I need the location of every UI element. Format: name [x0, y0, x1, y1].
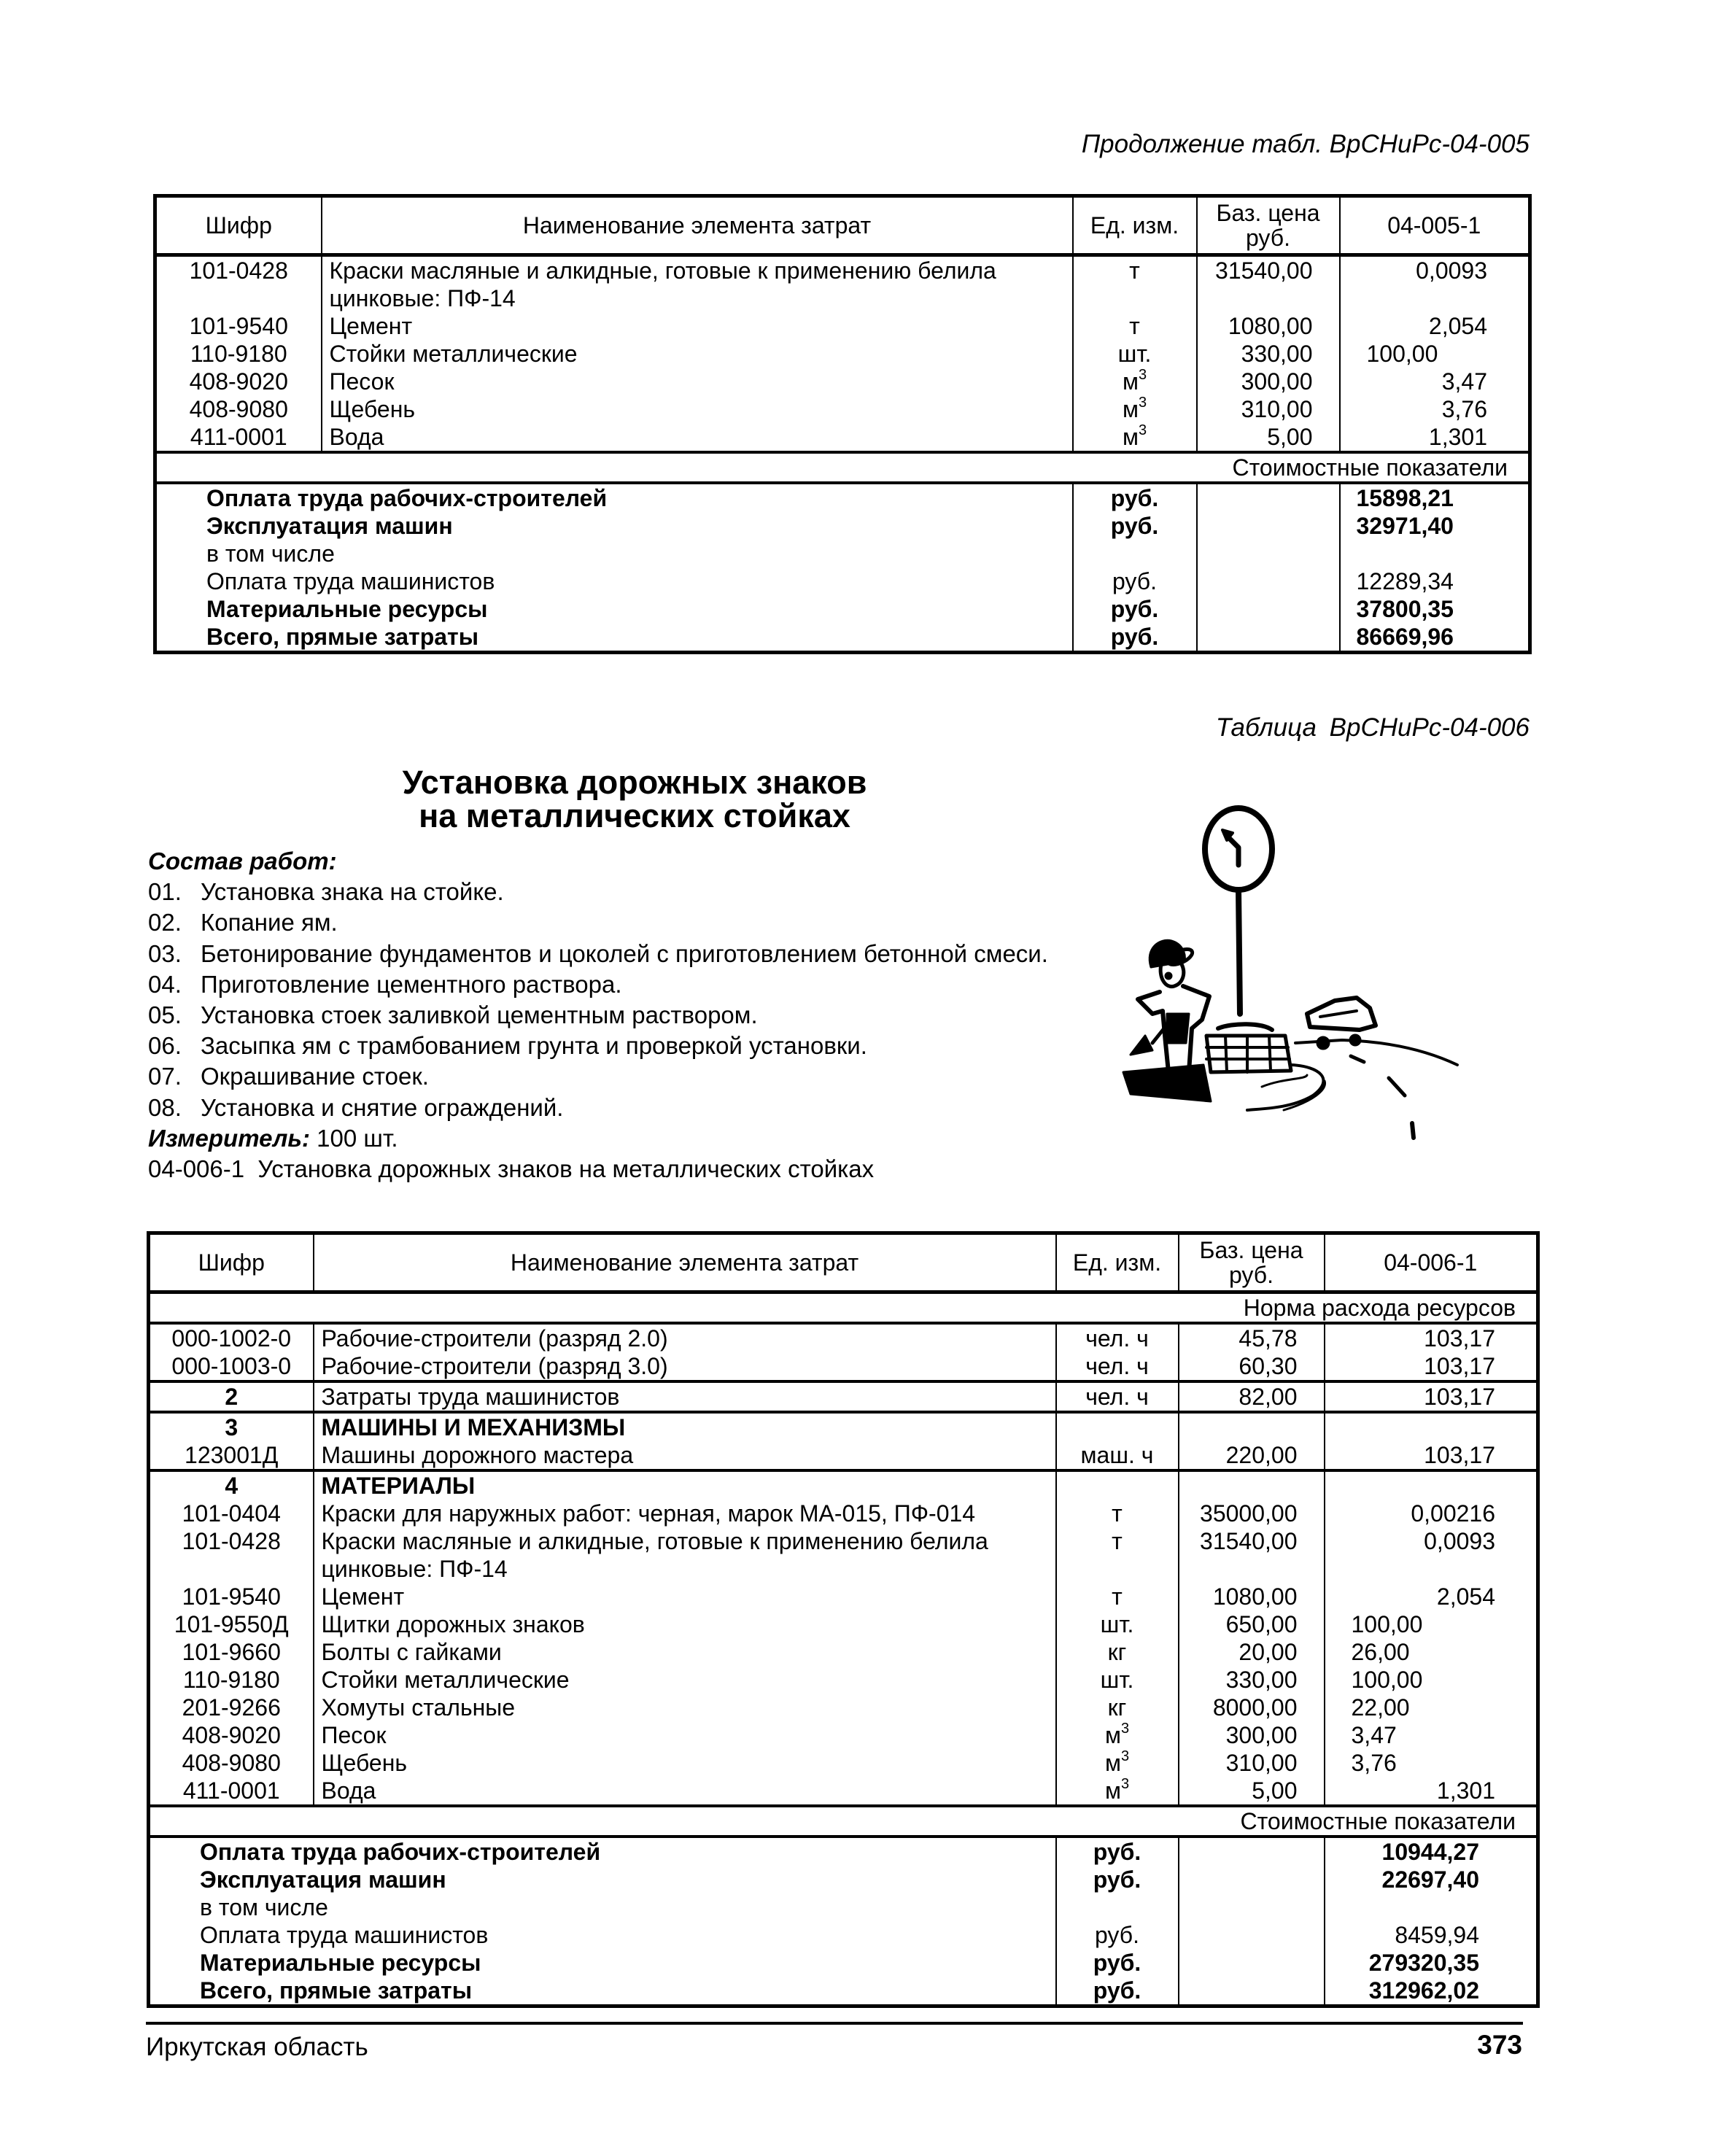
cell-price: 220,00: [1179, 1441, 1325, 1470]
cell-value: 3,76: [1340, 395, 1530, 423]
works-item-number: 06.: [148, 1032, 182, 1060]
cost-price: [1197, 567, 1340, 595]
cell-unit: т: [1056, 1583, 1179, 1610]
cell-value: 103,17: [1325, 1381, 1538, 1412]
cell-name-line: Хомуты стальные: [321, 1694, 516, 1721]
table-row: [155, 255, 1530, 313]
cell-name: [314, 1777, 1056, 1806]
cell-unit: кг: [1056, 1694, 1179, 1721]
cell-price: 5,00: [1197, 423, 1340, 452]
cost-value: 8459,94: [1325, 1921, 1538, 1949]
cost-value: 22697,40: [1325, 1866, 1538, 1893]
cost-price: [1197, 623, 1340, 653]
cell-name-line: Щитки дорожных знаков: [321, 1611, 585, 1637]
cost-row: [149, 1866, 1538, 1893]
footer-region: Иркутская область: [146, 2033, 368, 2061]
cell-price: 31540,00: [1179, 1527, 1325, 1583]
cost-price: [1179, 1893, 1325, 1921]
material-row: [149, 1666, 1538, 1694]
header-code: Шифр: [155, 196, 322, 255]
cell-unit: $м^3$: [1073, 368, 1197, 395]
cost-price: [1179, 1977, 1325, 2006]
cell-name: [314, 1500, 1056, 1527]
machines-group-row: [149, 1412, 1538, 1441]
cell-code: 408-9080: [189, 396, 288, 422]
cost-value: 86669,96: [1340, 623, 1530, 653]
cell-price: [1179, 1470, 1325, 1500]
table-header-row: [149, 1233, 1538, 1292]
cell-code: 408-9020: [189, 368, 288, 395]
works-item-number: 05.: [148, 1001, 182, 1029]
cost-row: [155, 540, 1530, 567]
works-composition: [148, 846, 1048, 1184]
cell-name: [314, 1583, 1056, 1610]
cost-price: [1179, 1866, 1325, 1893]
cell-value: 100,00: [1340, 340, 1530, 368]
cell-code: 3: [149, 1412, 314, 1441]
cell-unit: $м^3$: [1073, 423, 1197, 452]
material-row: [149, 1777, 1538, 1806]
header-name: Наименование элемента затрат: [322, 196, 1073, 255]
header-rate-code: 04-005-1: [1340, 196, 1530, 255]
works-item-text: Установка и снятие ограждений.: [201, 1093, 564, 1121]
cell-value: [1325, 1412, 1538, 1441]
footer-divider: [146, 2022, 1523, 2025]
works-item-number: 02.: [148, 909, 182, 937]
works-item-text: Окрашивание стоек.: [201, 1063, 429, 1090]
works-item: [148, 877, 1048, 907]
unit-superscript: 3: [1120, 1748, 1130, 1765]
cell-price: 82,00: [1179, 1381, 1325, 1412]
works-item: [148, 1031, 1048, 1061]
cell-value: 2,054: [1325, 1583, 1538, 1610]
cell-name: [322, 368, 1073, 395]
cell-name-line: Цемент: [329, 313, 413, 339]
header-unit: Ед. изм.: [1056, 1233, 1179, 1292]
cost-price: [1179, 1837, 1325, 1866]
resource-table-04-005: [153, 194, 1532, 654]
cell-code: 411-0001: [182, 1777, 280, 1804]
unit-superscript: 3: [1120, 1776, 1130, 1793]
cell-price: 20,00: [1179, 1638, 1325, 1666]
works-item-number: 08.: [148, 1093, 182, 1121]
cell-name: [322, 395, 1073, 423]
cost-price: [1179, 1921, 1325, 1949]
cell-name: [314, 1470, 1056, 1500]
cell-value: 100,00: [1325, 1610, 1538, 1638]
cell-code: 101-9550Д: [174, 1611, 289, 1637]
cost-row: [155, 567, 1530, 595]
cost-unit: [1073, 540, 1197, 567]
cell-unit: шт.: [1056, 1666, 1179, 1694]
material-row: [149, 1500, 1538, 1527]
cell-name: [322, 312, 1073, 340]
cell-name: [322, 255, 1073, 313]
cell-unit: кг: [1056, 1638, 1179, 1666]
table-row: [155, 312, 1530, 340]
labor-row: [149, 1352, 1538, 1381]
table-row: [155, 340, 1530, 368]
cost-section-header: [155, 452, 1530, 483]
cost-label: Оплата труда машинистов: [206, 568, 495, 594]
labor-row: [149, 1323, 1538, 1352]
cell-unit: маш. ч: [1056, 1441, 1179, 1470]
cost-label: Оплата труда рабочих-строителей: [200, 1839, 601, 1865]
cell-price: 310,00: [1179, 1749, 1325, 1777]
cost-row: [155, 512, 1530, 540]
cell-name-line: Машины дорожного мастера: [321, 1442, 634, 1468]
cost-price: [1197, 540, 1340, 567]
table-caption: Таблица ВрСНиРс-04-006: [1215, 713, 1530, 742]
cost-unit: руб.: [1073, 512, 1197, 540]
cost-section-header: [149, 1806, 1538, 1837]
cost-label: Оплата труда рабочих-строителей: [206, 485, 608, 511]
page-number: 373: [1477, 2030, 1522, 2060]
cost-row: [149, 1977, 1538, 2006]
cell-name: [314, 1412, 1056, 1441]
cell-price: 1080,00: [1197, 312, 1340, 340]
cost-unit: руб.: [1073, 483, 1197, 512]
header-unit: Ед. изм.: [1073, 196, 1197, 255]
cost-unit: руб.: [1056, 1921, 1179, 1949]
cell-name-line: Краски масляные и алкидные, готовые к применению белила: [329, 257, 996, 284]
cell-name: [314, 1721, 1056, 1749]
cell-name-line: Краски масляные и алкидные, готовые к применению белила: [321, 1528, 988, 1554]
cost-row: [155, 483, 1530, 512]
cost-row: [149, 1921, 1538, 1949]
cell-price: 330,00: [1179, 1666, 1325, 1694]
header-code: Шифр: [149, 1233, 314, 1292]
cell-value: 103,17: [1325, 1352, 1538, 1381]
cost-unit: руб.: [1073, 595, 1197, 623]
cost-label: Материальные ресурсы: [200, 1950, 481, 1976]
cell-price: 650,00: [1179, 1610, 1325, 1638]
cell-price: [1179, 1412, 1325, 1441]
section-label: Стоимостные показатели: [155, 452, 1530, 483]
cell-code: 110-9180: [190, 341, 287, 367]
cell-price: 5,00: [1179, 1777, 1325, 1806]
cost-label: в том числе: [200, 1894, 328, 1920]
cell-price: 300,00: [1179, 1721, 1325, 1749]
cell-unit: $м^3$: [1056, 1721, 1179, 1749]
cell-name-line: Песок: [329, 368, 395, 395]
road-sign-illustration: [1116, 795, 1568, 1203]
cost-unit: руб.: [1073, 623, 1197, 653]
cell-code: 000-1002-0: [171, 1325, 292, 1352]
cell-unit: чел. ч: [1056, 1323, 1179, 1352]
cell-price: 45,78: [1179, 1323, 1325, 1352]
cell-name: [314, 1638, 1056, 1666]
cell-value: 0,0093: [1325, 1527, 1538, 1583]
cell-name-line: Стойки металлические: [329, 341, 578, 367]
works-item-text: Бетонирование фундаментов и цоколей с приготовлением бетонной смеси.: [201, 939, 1048, 967]
cell-unit: шт.: [1073, 340, 1197, 368]
road-sign-icon: [1205, 808, 1272, 1014]
cell-name: [314, 1381, 1056, 1412]
fence-icon: [1206, 1024, 1291, 1072]
cost-label: Эксплуатация машин: [206, 513, 453, 539]
meter-line: [148, 1123, 1048, 1154]
cell-price: 35000,00: [1179, 1500, 1325, 1527]
operators-row: [149, 1381, 1538, 1412]
cost-unit: [1056, 1893, 1179, 1921]
cell-unit: т: [1056, 1527, 1179, 1583]
cell-name-line: Затраты труда машинистов: [321, 1384, 620, 1410]
cost-unit: руб.: [1056, 1949, 1179, 1977]
cell-name: [314, 1441, 1056, 1470]
cell-name-line: Стойки металлические: [321, 1667, 570, 1693]
cell-code: 101-0428: [189, 257, 288, 284]
resource-table-04-006: [147, 1231, 1540, 2008]
cell-value: 2,054: [1340, 312, 1530, 340]
section-title: [306, 766, 963, 833]
cell-code: 411-0001: [190, 424, 287, 450]
cell-value: 100,00: [1325, 1666, 1538, 1694]
cell-name-line: Болты с гайками: [321, 1639, 502, 1665]
cell-code: 2: [149, 1381, 314, 1412]
cost-unit: руб.: [1056, 1866, 1179, 1893]
cell-name: [314, 1749, 1056, 1777]
works-item-number: 03.: [148, 939, 182, 967]
cell-code: 000-1003-0: [171, 1353, 292, 1379]
cost-label: Оплата труда машинистов: [200, 1922, 489, 1948]
cost-row: [149, 1837, 1538, 1866]
cell-value: 1,301: [1340, 423, 1530, 452]
cost-value: 279320,35: [1325, 1949, 1538, 1977]
material-row: [149, 1638, 1538, 1666]
works-item-number: 07.: [148, 1063, 182, 1090]
header-price: Баз. цена руб.: [1197, 196, 1340, 255]
cell-name-line: Рабочие-строители (разряд 3.0): [321, 1353, 668, 1379]
cell-code: 101-9540: [189, 313, 288, 339]
cell-code: 101-0428: [182, 1528, 281, 1554]
cell-code: 101-9540: [182, 1583, 281, 1610]
cell-unit: $м^3$: [1056, 1749, 1179, 1777]
cell-name-line: Песок: [321, 1722, 387, 1748]
norm-section-header: [149, 1292, 1538, 1324]
cell-value: 0,0093: [1340, 255, 1530, 313]
meter-value: 100 шт.: [317, 1124, 398, 1152]
cell-value: 3,76: [1325, 1749, 1538, 1777]
works-item: [148, 1093, 1048, 1123]
cost-label: Материальные ресурсы: [206, 596, 488, 622]
section-label: Норма расхода ресурсов: [149, 1292, 1538, 1324]
cell-price: 300,00: [1197, 368, 1340, 395]
works-item: [148, 939, 1048, 969]
cell-name: [314, 1666, 1056, 1694]
cell-name-line: цинковые: ПФ-14: [321, 1556, 508, 1582]
cell-name-line: Цемент: [321, 1583, 405, 1610]
cost-row: [149, 1949, 1538, 1977]
cell-code: 123001Д: [185, 1442, 279, 1468]
works-item-number: 04.: [148, 970, 182, 998]
cell-unit: т: [1073, 255, 1197, 313]
works-item: [148, 969, 1048, 1000]
works-item-text: Копание ям.: [201, 909, 338, 937]
cell-value: [1325, 1470, 1538, 1500]
cell-unit: т: [1073, 312, 1197, 340]
material-row: [149, 1721, 1538, 1749]
header-rate-code: 04-006-1: [1325, 1233, 1538, 1292]
cell-price: 8000,00: [1179, 1694, 1325, 1721]
cost-value: 32971,40: [1340, 512, 1530, 540]
cost-value: [1340, 540, 1530, 567]
cell-name-line: Вода: [329, 424, 384, 450]
cell-name-line: МАШИНЫ И МЕХАНИЗМЫ: [321, 1414, 626, 1440]
cost-value: [1325, 1893, 1538, 1921]
works-heading: Состав работ:: [148, 848, 337, 875]
works-item-text: Засыпка ям с трамбованием грунта и проверкой установки.: [201, 1032, 867, 1060]
machine-row: [149, 1441, 1538, 1470]
cell-name: [314, 1694, 1056, 1721]
cell-price: 310,00: [1197, 395, 1340, 423]
cell-name: [314, 1352, 1056, 1381]
cell-name-line: Щебень: [321, 1750, 408, 1776]
works-item-text: Приготовление цементного раствора.: [201, 970, 622, 998]
material-row: [149, 1694, 1538, 1721]
cell-unit: т: [1056, 1500, 1179, 1527]
meter-label: Измеритель:: [148, 1124, 310, 1152]
cell-unit: [1056, 1470, 1179, 1500]
cost-row: [155, 623, 1530, 653]
cell-value: 26,00: [1325, 1638, 1538, 1666]
materials-group-row: [149, 1470, 1538, 1500]
worker-icon: [1123, 940, 1211, 1101]
cost-price: [1179, 1949, 1325, 1977]
table-header-row: [155, 196, 1530, 255]
cell-name: [322, 423, 1073, 452]
cost-label: Эксплуатация машин: [200, 1866, 446, 1893]
cell-name-line: МАТЕРИАЛЫ: [321, 1473, 476, 1499]
cell-code: 408-9080: [182, 1750, 281, 1776]
material-row: [149, 1583, 1538, 1610]
cost-label: Всего, прямые затраты: [200, 1977, 473, 2004]
header-name: Наименование элемента затрат: [314, 1233, 1056, 1292]
cell-value: 22,00: [1325, 1694, 1538, 1721]
cell-price: 60,30: [1179, 1352, 1325, 1381]
cost-row: [155, 595, 1530, 623]
cell-code: 101-0404: [182, 1500, 281, 1527]
unit-superscript: 3: [1120, 1721, 1130, 1737]
cell-value: 3,47: [1340, 368, 1530, 395]
works-item-text: Установка знака на стойке.: [201, 878, 504, 906]
cell-unit: [1056, 1412, 1179, 1441]
material-row: [149, 1749, 1538, 1777]
header-price: Баз. цена руб.: [1179, 1233, 1325, 1292]
cost-unit: руб.: [1073, 567, 1197, 595]
table-row: [155, 368, 1530, 395]
cell-unit: чел. ч: [1056, 1381, 1179, 1412]
cost-value: 10944,27: [1325, 1837, 1538, 1866]
continuation-caption: Продолжение табл. ВрСНиРс-04-005: [1081, 130, 1530, 158]
cell-name: [314, 1323, 1056, 1352]
cell-name-line: Краски для наружных работ: черная, марок МА-015, ПФ-014: [321, 1500, 976, 1527]
table-row: [155, 395, 1530, 423]
cell-unit: шт.: [1056, 1610, 1179, 1638]
cost-row: [149, 1893, 1538, 1921]
cell-name: [314, 1610, 1056, 1638]
cell-value: 0,00216: [1325, 1500, 1538, 1527]
cost-value: 12289,34: [1340, 567, 1530, 595]
cost-value: 312962,02: [1325, 1977, 1538, 2006]
cell-value: 103,17: [1325, 1323, 1538, 1352]
table-row: [155, 423, 1530, 452]
cell-code: 110-9180: [182, 1667, 280, 1693]
unit-superscript: 3: [1138, 422, 1147, 439]
unit-superscript: 3: [1138, 395, 1147, 411]
cell-value: 103,17: [1325, 1441, 1538, 1470]
cell-name-line: Рабочие-строители (разряд 2.0): [321, 1325, 668, 1352]
works-item-text: Установка стоек заливкой цементным раствором.: [201, 1001, 758, 1029]
cell-code: 4: [149, 1470, 314, 1500]
cell-price: 330,00: [1197, 340, 1340, 368]
cost-price: [1197, 483, 1340, 512]
cell-name-line: Щебень: [329, 396, 416, 422]
cell-value: 3,47: [1325, 1721, 1538, 1749]
cell-unit: $м^3$: [1056, 1777, 1179, 1806]
works-item: [148, 907, 1048, 938]
section-title-line-2: на металлических стойках: [419, 797, 850, 834]
variant-title: 04-006-1 Установка дорожных знаков на металлических стойках: [148, 1155, 875, 1183]
cell-code: 201-9266: [182, 1694, 281, 1721]
ground-icon: [1247, 1040, 1457, 1138]
material-row: [149, 1527, 1538, 1583]
section-title-line-1: Установка дорожных знаков: [402, 764, 867, 801]
cell-code: 408-9020: [182, 1722, 281, 1748]
section-label: Стоимостные показатели: [149, 1806, 1538, 1837]
cost-label: в том числе: [206, 540, 335, 567]
cost-unit: руб.: [1056, 1977, 1179, 2006]
works-item-number: 01.: [148, 878, 182, 906]
cell-unit: чел. ч: [1056, 1352, 1179, 1381]
works-item: [148, 1000, 1048, 1031]
works-list: [148, 877, 1048, 1123]
cell-name-line: Вода: [321, 1777, 376, 1804]
cell-name-line: цинковые: ПФ-14: [329, 285, 516, 311]
cell-name: [322, 340, 1073, 368]
material-row: [149, 1610, 1538, 1638]
cell-name: [314, 1527, 1056, 1583]
cell-unit: $м^3$: [1073, 395, 1197, 423]
cell-value: 1,301: [1325, 1777, 1538, 1806]
cost-price: [1197, 512, 1340, 540]
cost-value: 37800,35: [1340, 595, 1530, 623]
unit-superscript: 3: [1138, 367, 1147, 384]
cell-price: 31540,00: [1197, 255, 1340, 313]
cost-price: [1197, 595, 1340, 623]
cost-unit: руб.: [1056, 1837, 1179, 1866]
cell-price: 1080,00: [1179, 1583, 1325, 1610]
cost-value: 15898,21: [1340, 483, 1530, 512]
cell-code: 101-9660: [182, 1639, 281, 1665]
works-item: [148, 1061, 1048, 1092]
cost-label: Всего, прямые затраты: [206, 624, 479, 650]
